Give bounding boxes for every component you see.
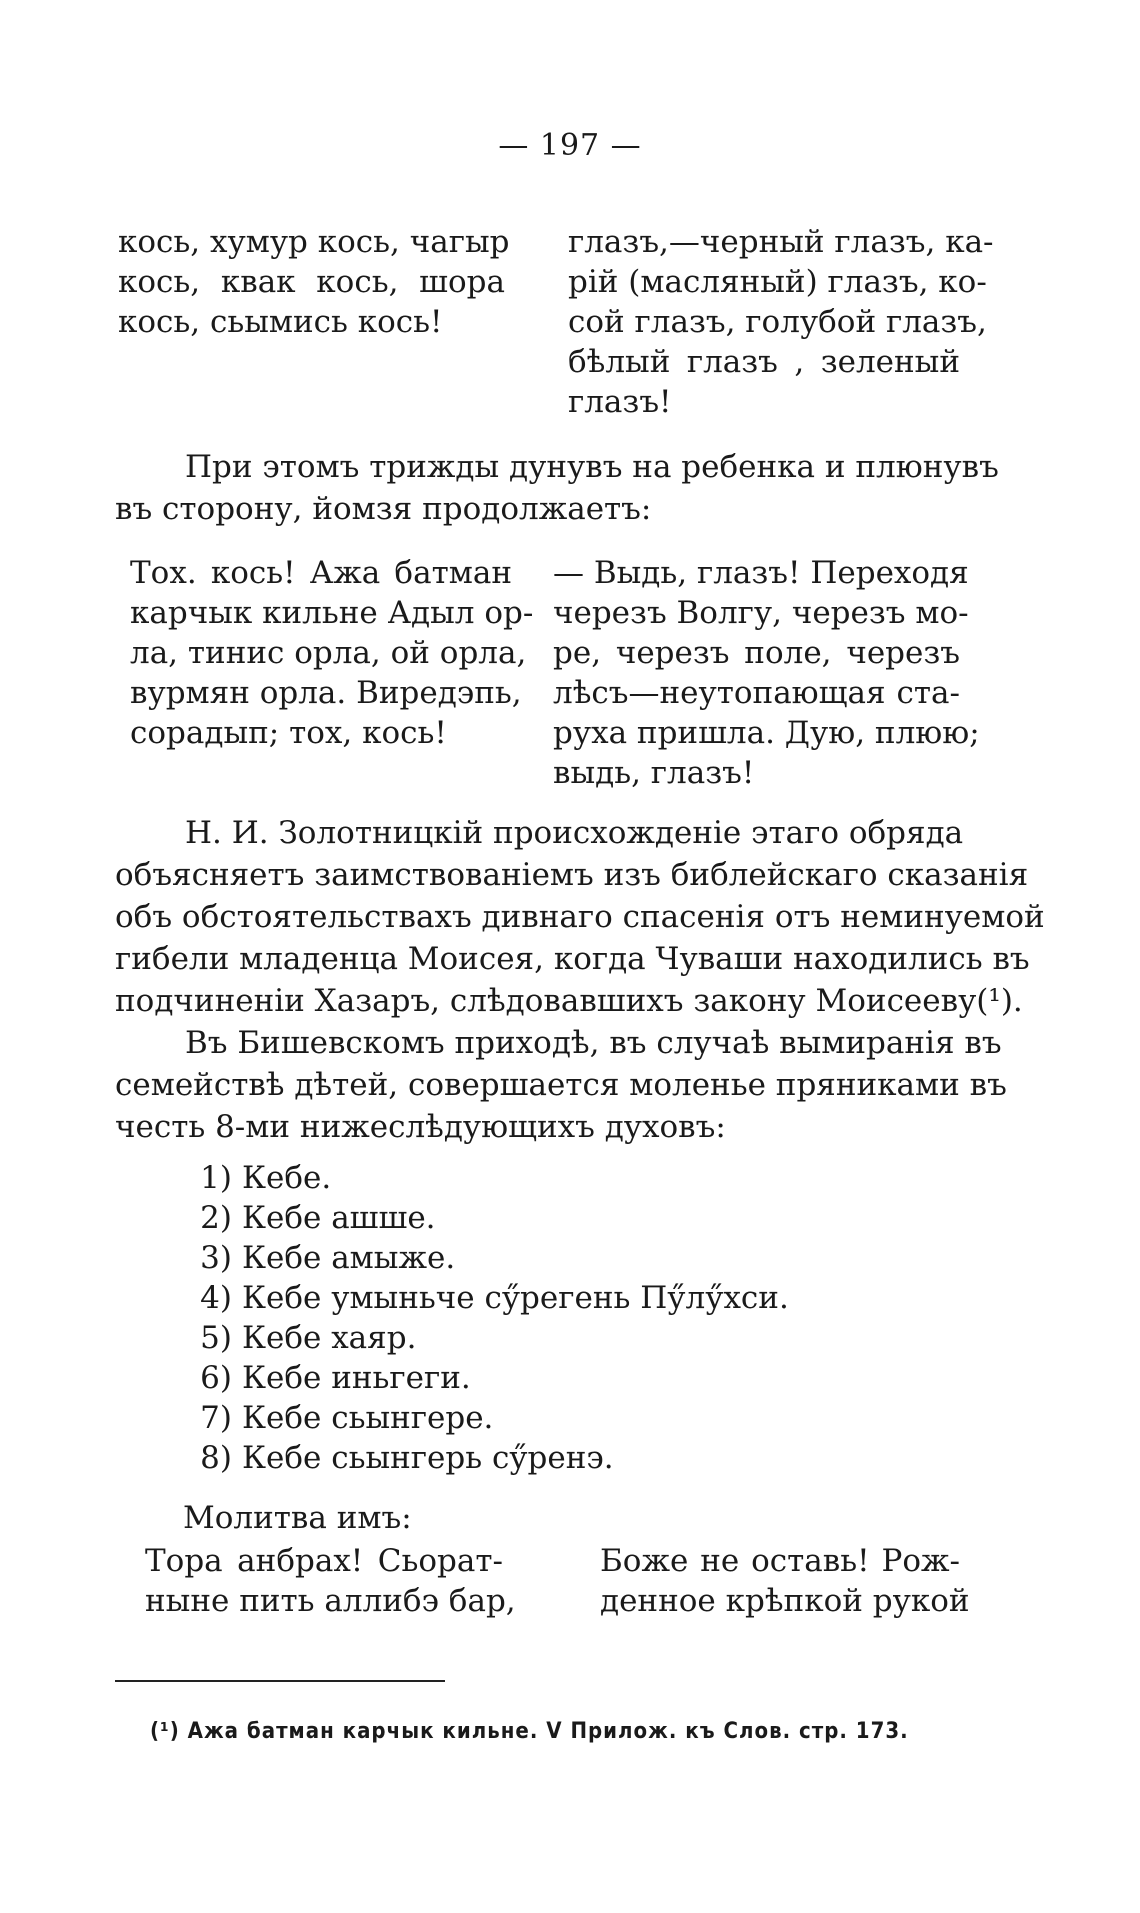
text-line: глазъ,—черный глазъ, ка- — [568, 224, 994, 260]
text-line: — Выдь, глазъ! Переходя — [553, 555, 969, 591]
text-line: гибели младенца Моисея, когда Чуваши находились въ — [115, 941, 1030, 977]
text-line: семействѣ дѣтей, совершается моленье пряниками въ — [115, 1067, 1007, 1103]
text-line: Въ Бишевскомъ приходѣ, въ случаѣ вымиранія въ — [185, 1025, 1002, 1061]
list-number: 8) — [200, 1440, 232, 1476]
text-line: бѣлый глазъ , зеленый — [568, 344, 960, 380]
text-line: въ сторону, йомзя продолжаетъ: — [115, 491, 652, 527]
list-number: 2) — [200, 1200, 232, 1236]
text-line: Тох. кось! Ажа батман — [130, 555, 512, 591]
text-line: денное крѣпкой рукой — [600, 1583, 970, 1619]
list-text: Кебе. — [242, 1160, 332, 1196]
text-line: карчык кильне Адыл ор- — [130, 595, 534, 631]
chuvash-column-2 — [130, 553, 534, 753]
list-item — [188, 1438, 789, 1478]
list-item — [188, 1398, 789, 1438]
list-item — [188, 1278, 789, 1318]
list-item — [188, 1198, 789, 1238]
text-line: рій (масляный) глазъ, ко- — [568, 264, 987, 300]
text-line: глазъ! — [568, 384, 672, 420]
text-line: Боже не оставь! Рож- — [600, 1543, 960, 1579]
text-line: объясняетъ заимствованіемъ изъ библейскаго сказанія — [115, 857, 1029, 893]
list-number: 4) — [200, 1280, 232, 1316]
list-number: 6) — [200, 1360, 232, 1396]
list-number: 3) — [200, 1240, 232, 1276]
footnote-rule — [115, 1680, 445, 1682]
text-line: черезъ Волгу, черезъ мо- — [553, 595, 969, 631]
list-text: Кебе сьынгере. — [242, 1400, 494, 1436]
text-line: ла, тинис орла, ой орла, — [130, 635, 527, 671]
text-line: Тора анбрах! Сьорат- — [145, 1543, 503, 1579]
list-text: Кебе умыньче сӳрегень Пӳлӳхси. — [242, 1280, 789, 1316]
spirits-list — [188, 1158, 789, 1478]
list-item — [188, 1358, 789, 1398]
list-text: Кебе иньгеги. — [242, 1360, 471, 1396]
text-line: сой глазъ, голубой глазъ, — [568, 304, 987, 340]
russian-column-2 — [553, 553, 980, 793]
list-number: 5) — [200, 1320, 232, 1356]
list-text: Кебе амыже. — [242, 1240, 456, 1276]
text-line: руха пришла. Дую, плюю; — [553, 715, 980, 751]
list-item — [188, 1158, 789, 1198]
text-line: объ обстоятельствахъ дивнаго спасенія отъ неминуемой — [115, 899, 1045, 935]
text-line: Н. И. Золотницкій происхожденіе этаго обряда — [185, 815, 964, 851]
text-line: кось, сьымись кось! — [118, 304, 443, 340]
text-line: ныне пить аллибэ бар, — [145, 1583, 516, 1619]
text-line: лѣсъ—неутопающая ста- — [553, 675, 960, 711]
prayer-heading: Молитва имъ: — [183, 1500, 412, 1536]
text-line: честь 8-ми нижеслѣдующихъ духовъ: — [115, 1109, 726, 1145]
text-line: выдь, глазъ! — [553, 755, 755, 791]
russian-column-1 — [568, 222, 994, 422]
text-line: кось, квак кось, шора — [118, 264, 505, 300]
text-line: При этомъ трижды дунувъ на ребенка и плюнувъ — [185, 449, 999, 485]
list-text: Кебе ашше. — [242, 1200, 436, 1236]
chuvash-column-1 — [118, 222, 510, 342]
paragraph-bishevo — [115, 1022, 1007, 1148]
paragraph-blowing — [115, 446, 999, 530]
list-text: Кебе сьынгерь сӳренэ. — [242, 1440, 614, 1476]
text-line: вурмян орла. Виредэпь, — [130, 675, 522, 711]
text-line: сорадып; тох, кось! — [130, 715, 447, 751]
paragraph-zolotnitsky — [115, 812, 1045, 1022]
text-line: ре, черезъ поле, черезъ — [553, 635, 960, 671]
text-line: подчиненіи Хазаръ, слѣдовавшихъ закону Моисееву(¹). — [115, 983, 1023, 1019]
list-item — [188, 1318, 789, 1358]
list-text: Кебе хаяр. — [242, 1320, 417, 1356]
chuvash-column-3 — [145, 1541, 516, 1621]
text-line: кось, хумур кось, чагыр — [118, 224, 510, 260]
page-number: — 197 — — [498, 128, 642, 163]
russian-column-3 — [600, 1541, 970, 1621]
list-number: 1) — [200, 1160, 232, 1196]
list-item — [188, 1238, 789, 1278]
list-number: 7) — [200, 1400, 232, 1436]
footnote: (¹) Ажа батман карчык кильне. V Прилож. къ Слов. стр. 173. — [150, 1719, 909, 1744]
